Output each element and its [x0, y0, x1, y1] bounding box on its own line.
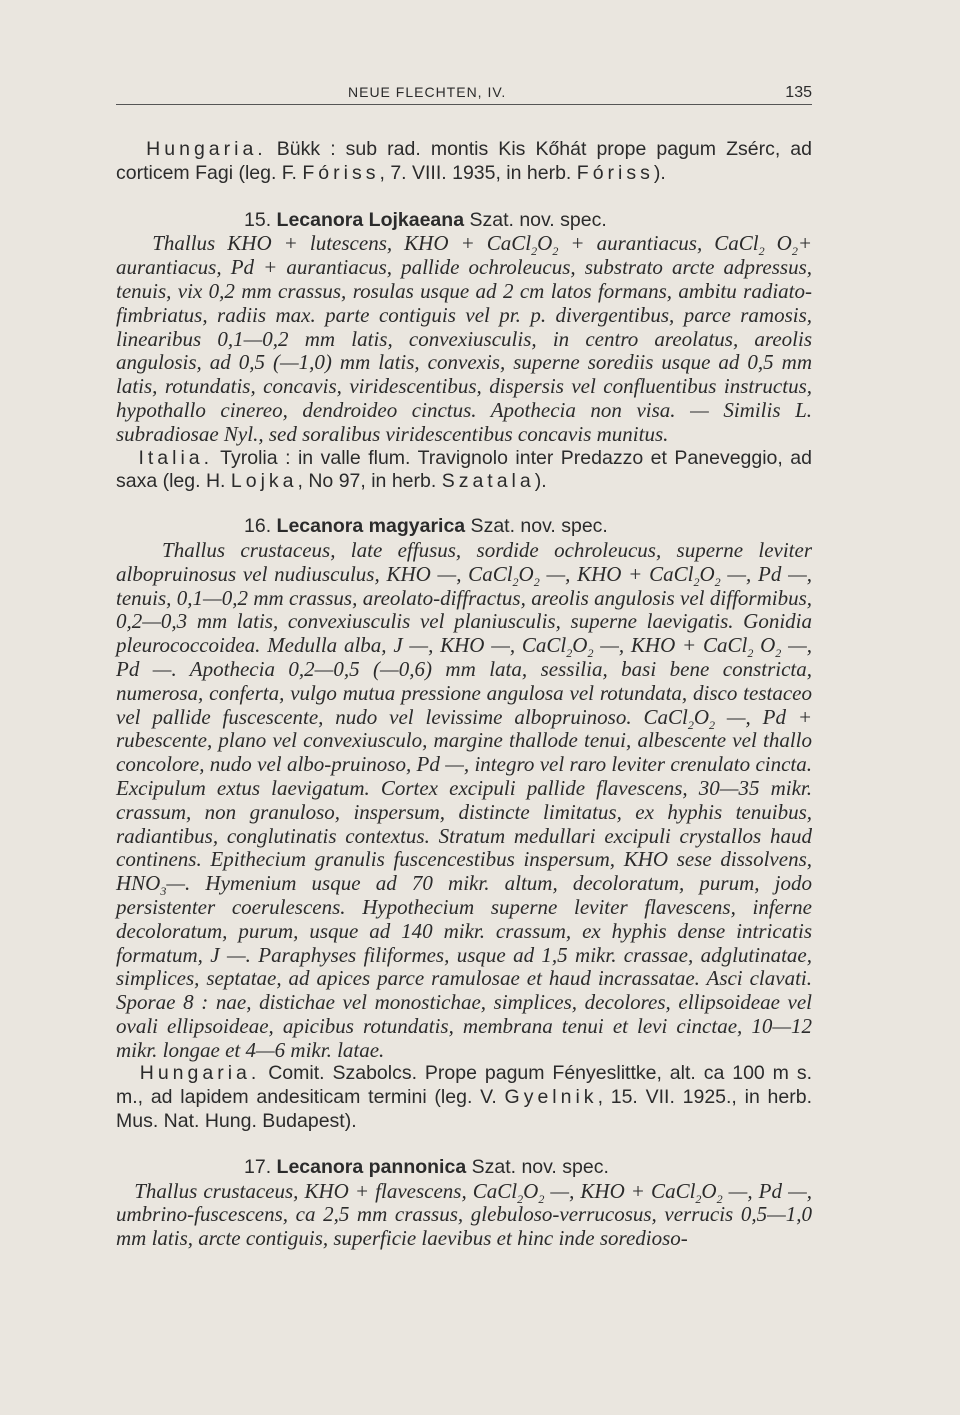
locality-paragraph-15: [116, 447, 812, 495]
description-text: O: [764, 231, 792, 256]
description-text: —, KHO + CaCl: [593, 633, 748, 658]
species-authority: Szat. nov. spec.: [464, 208, 607, 231]
species-description-16: [116, 539, 812, 1063]
country-name: Hungaria.: [139, 1062, 261, 1085]
description-text: —, Pd + rubescente, plano vel convexiusculo, margine thallode tenui, albescente vel thallo concolore, nudo vel albo-pruinoso, Pd —, integro vel raro leviter crenulato cincta. Excipulum extus laevigatum. Cortex excipuli pallide flavescens, 30—35 mikr. crassum, non granuloso, inspersum, distincte limitatus, ex hyphis tenuibus, radiantibus, conglutinatis contextus. Stratum medullari excipuli crystallos haud continens. Epithecium granulis fuscencestibus inspersum, KHO sese dissolvens, HNO: [116, 704, 813, 896]
subscript: 2: [775, 646, 782, 661]
species-authority: Szat. nov. spec.: [466, 1155, 609, 1178]
subscript: 2: [512, 574, 519, 589]
species-name: pannonica: [368, 1155, 467, 1178]
description-text: O: [537, 231, 553, 256]
species-description-15: [116, 232, 812, 446]
species-heading-16: [116, 515, 812, 539]
description-text: O: [701, 1178, 717, 1203]
genus-name: Lecanora: [276, 1155, 364, 1178]
locality-text: ).: [653, 161, 666, 184]
subscript: 2: [716, 1191, 723, 1206]
subscript: 2: [531, 244, 538, 259]
species-number: 16.: [244, 515, 272, 538]
page-number: 135: [785, 84, 812, 101]
subscript: 2: [552, 244, 559, 259]
species-authority: Szat. nov. spec.: [465, 515, 608, 538]
locality-text: Tyrolia : in valle flum. Travignolo inter Predazzo et Paneveggio, ad saxa (leg. H.: [116, 446, 812, 493]
locality-paragraph-1: [116, 138, 812, 186]
subscript: 2: [517, 1191, 524, 1206]
genus-name: Lecanora: [276, 515, 364, 538]
subscript: 3: [160, 884, 167, 899]
collector-name: Fóriss: [302, 161, 380, 184]
subscript: 2: [708, 717, 715, 732]
species-description-17: [116, 1180, 812, 1251]
species-number: 15.: [244, 208, 272, 231]
description-text: Thallus crustaceus, late effusus, sordide ochroleucus, superne leviter albopruinosus vel nudiusculus, KHO —, CaCl: [116, 537, 812, 586]
description-text: O: [523, 1178, 539, 1203]
description-text: —, KHO + CaCl: [544, 1178, 696, 1203]
collector-name: Gyelnik: [504, 1086, 598, 1109]
running-header: [116, 84, 812, 105]
country-name: Hungaria.: [146, 138, 267, 160]
species-heading-15: [116, 209, 812, 233]
description-text: —. Hymenium usque ad 70 mikr. altum, decoloratum, purum, jodo persistenter coerulescens. Hypothecium superne leviter flavescens, inferne decoloratum, purum, usque ad 140 mikr. crassum, ex hyphis dense intricatis formatum, J —. Paraphyses filiformes, usque ad 1,5 mikr. crassae, adglutinatae, simplices, septatae, ad apices parce ramulosae et haud incrassatae. Asci clavati. Sporae 8 : nae, distichae vel monostichae, simplices, decolores, ellipsoideae vel ovali ellipsoideae, apicibus rotundatis, membrana tenui et levi cinctae, 10—12 mikr. longae et 4—6 mikr. latae.: [116, 871, 812, 1062]
description-text: Thallus crustaceus, KHO + flavescens, CaCl: [134, 1178, 518, 1203]
description-text: O: [518, 561, 534, 586]
subscript: 2: [533, 574, 540, 589]
description-text: —, Pd —. Apothecia 0,2—0,5 (—0,6) mm lata, sessilia, basi bene constricta, numerosa, conferta, vulgo mutua pressione angulosa vel rotundata, disco testaceo vel pallide fuscescente, nudo vel levissime albopruinoso. CaCl: [116, 633, 812, 729]
running-title: NEUE FLECHTEN, IV.: [348, 84, 507, 100]
locality-text: , 15. VII. 1925., in herb. Mus. Nat. Hung. Budapest).: [116, 1086, 813, 1133]
subscript: 2: [791, 244, 798, 259]
species-name: magyarica: [368, 515, 466, 538]
subscript: 2: [587, 646, 594, 661]
herbarium-name: Szatala: [441, 470, 535, 493]
description-text: O: [753, 633, 776, 658]
description-text: —, KHO + CaCl: [539, 561, 694, 586]
herbarium-name: Fóriss: [576, 161, 654, 184]
description-text: + aurantiacus, CaCl: [558, 231, 759, 256]
genus-name: Lecanora: [276, 208, 364, 231]
subscript: 2: [538, 1191, 545, 1206]
species-number: 17.: [244, 1155, 272, 1178]
locality-text: ).: [534, 470, 547, 493]
description-text: + aurantiacus, Pd + aurantiacus, pallide ochroleucus, substrato arcte adpressus, tenuis, vix 0,2 mm crassus, rosulas usque ad 2 cm latos formans, ambitu radiato-fimbriatus, radiis max. parte contiguis vel pr. p. divergentibus, parce ramosis, linearibus 0,1—0,2 mm latis, convexiusculis, in centro areolatus, areolis angulosis, ad 0,5 (—1,0) mm latis, convexis, superne sorediis usque ad 0,5 mm latis, rotundatis, concavis, viridescentibus, dispersis vel confluentibus instructus, hypothallo cinereo, dendroideo cinctus. Apothecia non visa. — Similis L. subradiosae Nyl., sed soralibus viridescentibus concavis munitus.: [116, 231, 813, 446]
subscript: 2: [687, 717, 694, 732]
locality-text: Bükk : sub rad. montis Kis Kőhát prope pagum Zsérc, ad corticem Fagi (leg. F.: [116, 138, 812, 184]
page-body: [116, 138, 812, 1251]
description-text: Thallus KHO + lutescens, KHO + CaCl: [152, 231, 532, 256]
subscript: 2: [693, 574, 700, 589]
description-text: O: [693, 704, 709, 729]
subscript: 2: [695, 1191, 702, 1206]
description-text: O: [699, 561, 715, 586]
collector-name: Lojka: [230, 470, 298, 493]
locality-text: , No 97, in herb.: [297, 470, 442, 493]
country-name: Italia.: [138, 446, 214, 469]
subscript: 2: [714, 574, 721, 589]
locality-text: Comit. Szabolcs. Prope pagum Fényeslittke, alt. ca 100 m s. m., ad lapidem andesiticam termini (leg. V.: [116, 1062, 812, 1109]
description-text: O: [572, 633, 588, 658]
subscript: 2: [747, 646, 754, 661]
species-name: Lojkaeana: [368, 208, 465, 231]
description-text: —, Pd —, tenuis, 0,1—0,2 mm crassus, areolato-diffractus, areolis angulosis vel difformibus, 0,2—0,3 mm latis, convexiusculis vel planiusculis, superne laevigatis. Gonidia pleurococcoidea. Medulla alba, J —, KHO —, CaCl: [116, 561, 813, 658]
locality-text: , 7. VIII. 1935, in herb.: [379, 161, 577, 184]
description-text: —, Pd —, umbrino-fuscescens, ca 2,5 mm crassus, glebuloso-verrucosus, verrucis 0,5—1,0 mm latis, arcte contiguis, superficie laevibus et hinc inde soredioso-: [116, 1178, 813, 1251]
subscript: 2: [566, 646, 573, 661]
species-heading-17: [116, 1156, 812, 1180]
locality-paragraph-16: [116, 1062, 812, 1133]
subscript: 2: [758, 244, 765, 259]
